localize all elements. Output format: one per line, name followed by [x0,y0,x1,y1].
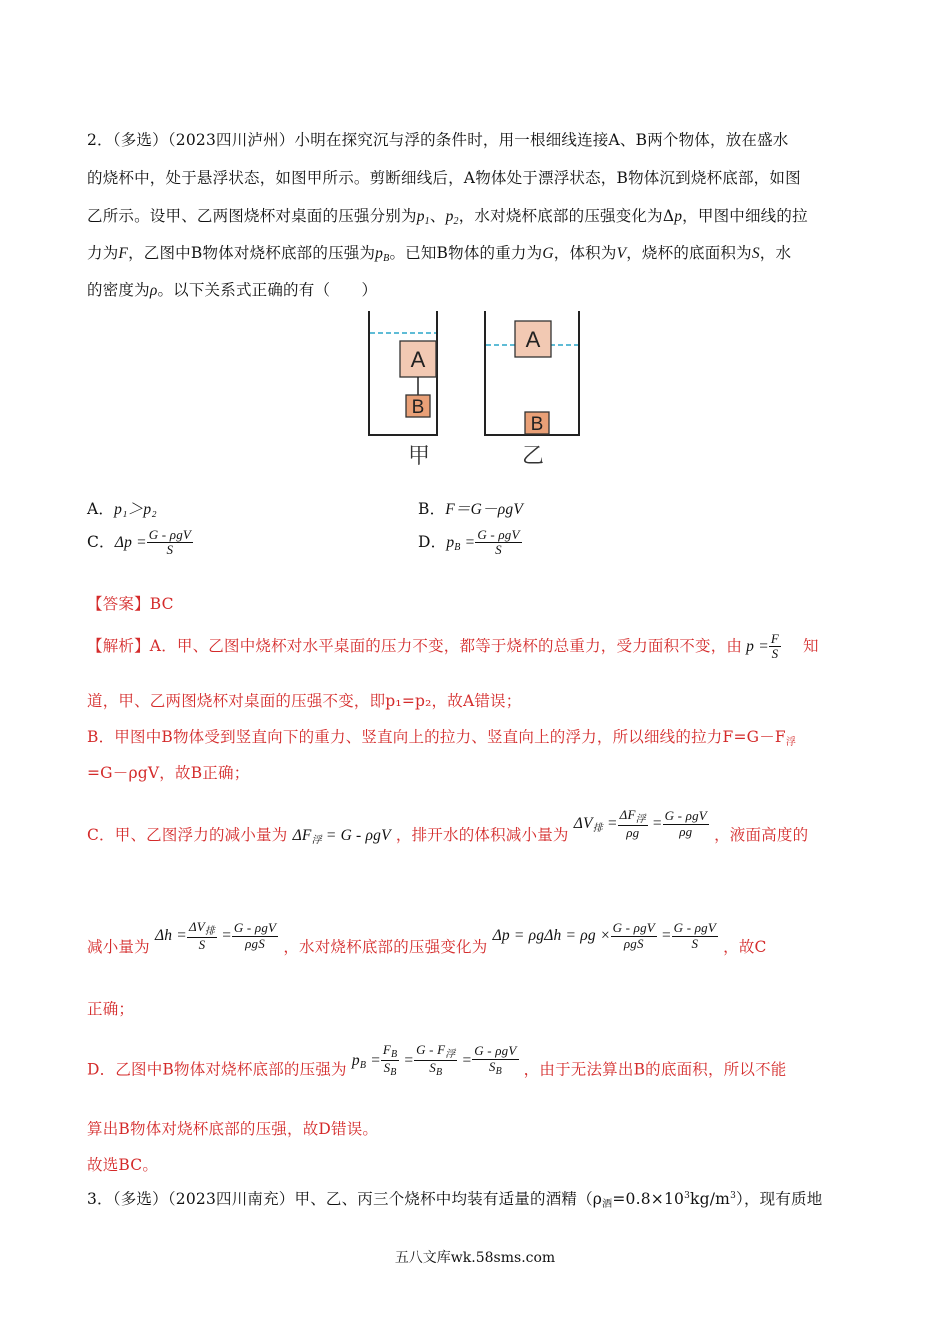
fraction-num: G - ρgV [148,527,192,542]
q3-text: 3．（多选）（2023四川南充）甲、乙、丙三个烧杯中均装有适量的酒精（ρ [87,1190,603,1208]
formula-delta-F: $\Delta F_浮 = G - \rho gV$ [292,827,391,847]
analysis-text: ，液面高度的 [714,826,809,845]
p-symbol: p [674,208,683,225]
q3-text: ），现有质地 [736,1190,823,1208]
formula-delta-p: Δp = ρgΔh = ρg × $\frac{\text{G - ρgV}}{\text{ρgS}}$ = $\frac{\text{G - ρgV}}{S}$ [492,920,716,951]
option-c-fraction [147,528,193,558]
q2-text: 力为 [87,244,119,262]
q2-line-4 [87,241,791,264]
option-b[interactable] [418,497,523,519]
analysis-text: ，故C [723,938,767,957]
label-a-yi: A [525,327,541,352]
q3-text: =0.8×10 [612,1190,685,1208]
q2-text: ，乙图中B物体对烧杯底部的压强为 [128,244,376,262]
q2-text: 。已知B物体的重力为 [389,244,543,262]
option-a-expr: p₁＞p₂ [114,501,157,518]
q2-line-2: 的烧杯中，处于悬浮状态，如图甲所示。剪断细线后，A物体处于漂浮状态，B物体沉到烧杯底部，如图 [87,169,801,187]
analysis-text: 【解析】A．甲、乙图中烧杯对水平桌面的压力不变，都等于烧杯的总重力，受力面积不变，由 [87,636,743,655]
analysis-line-9: 算出B物体对烧杯底部的压强，故D错误。 [87,1120,379,1138]
option-d-label: D． [418,532,447,551]
q2-text: ，水对烧杯底部的压强变化为Δ [458,207,675,225]
q2-text: 乙所示。设甲、乙两图烧杯对桌面的压强分别为 [87,207,417,225]
q2-line-1: 2．（多选）（2023四川泸州）小明在探究沉与浮的条件时，用一根细线连接A、B两个物体，放在盛水 [87,131,789,149]
option-a[interactable] [87,497,157,519]
q3-text: kg/m [690,1190,731,1208]
formula-pB: $p_B$ = $\frac{F_B}{S_B}$ = $\frac{G - F_浮}{S_B}$ = $\frac{\text{G - ρgV}}{S_B}$ [351,1042,517,1078]
formula-delta-h: Δh = $\frac{\Delta V_排}{S}$ = $\frac{\text{G - ρgV}}{\text{ρgS}}$ [154,919,277,952]
analysis-line-3 [87,725,796,748]
F-symbol: F [118,245,129,262]
analysis-line-2: 道，甲、乙两图烧杯对桌面的压强不变，即p₁=p₂，故A错误； [87,692,522,710]
q2-text: ，烧杯的底面积为 [626,244,752,262]
label-a-jia: A [410,347,426,372]
V-symbol: V [616,245,627,262]
option-b-label: B． [418,500,446,518]
fraction-F-S: $\frac{F}{S}$ [770,631,780,662]
analysis-text: C．甲、乙图浮力的减小量为 [87,826,288,845]
analysis-line-7: 正确； [87,1000,135,1018]
pB-symbol: $p_B$ [375,245,390,264]
formula-p-F-S: p = [742,637,769,655]
option-d-fraction [475,528,521,558]
q2-text: 的密度为 [87,281,150,299]
analysis-text: ，水对烧杯底部的压强变化为 [283,938,488,957]
q2-text: ，甲图中细线的拉 [682,207,808,225]
label-b-jia: B [411,397,425,418]
sub-fu: 浮 [785,737,797,748]
analysis-line-6 [87,919,767,964]
q3-line-1 [87,1187,822,1210]
analysis-line-5 [87,807,809,852]
option-c[interactable] [87,528,193,558]
label-b-yi: B [530,414,544,435]
S-symbol: S [751,245,760,262]
analysis-line-1 [87,632,819,662]
analysis-text: 减小量为 [87,938,150,957]
q2-text: ，水 [759,244,792,262]
delta-p: Δp = [114,533,147,551]
analysis-text: ，排开水的体积减小量为 [395,826,569,845]
analysis-text: ，由于无法算出B的底面积，所以不能 [523,1060,787,1079]
label-yi: 乙 [521,444,545,469]
sub-jiu: 酒 [602,1199,613,1210]
answer: 【答案】BC [87,595,174,613]
option-a-label: A． [87,500,115,518]
formula-delta-V: $\Delta V_排$ = $\frac{\Delta F_浮}{\rho g}$ = $\frac{\text{G - ρgV}}{\rho g}$ [573,807,707,840]
analysis-text: D．乙图中B物体对烧杯底部的压强为 [87,1060,347,1079]
label-jia: 甲 [407,444,431,469]
fraction-den: S [495,542,502,558]
q2-line-5 [87,278,377,300]
analysis-line-10: 故选BC。 [87,1156,159,1174]
fraction-num: G - ρgV [477,527,520,542]
q2-text: 。以下关系式正确的有（ ） [157,281,378,299]
sup-3b: 3 [730,1191,736,1201]
q2-line-3: 乙所示。设甲、乙两图烧杯对桌面的压强分别为$p_1$、$p_2$，水对烧杯底部的压强变化为Δp，甲图中细线的拉 [87,207,808,227]
analysis-line-4: =G－ρgV，故B正确； [87,764,250,782]
p2-symbol: $p_2$ [445,208,459,227]
analysis-text: 知 [803,636,819,655]
analysis-line-8 [87,1042,787,1088]
analysis-text: B．甲图中B物体受到竖直向下的重力、竖直向上的拉力、竖直向上的浮力，所以细线的拉力F=G－F [87,728,786,746]
rho-symbol: ρ [149,282,158,299]
pB-eq: $p_B$ = [446,533,476,553]
sup-3: 3 [684,1191,691,1201]
beaker-figure [365,305,587,475]
q2-text: ，体积为 [553,244,617,262]
option-d[interactable] [418,528,522,558]
fraction-den: S [166,542,174,558]
G-symbol: G [542,245,554,262]
p1-symbol: $p_1$ [416,208,430,227]
option-c-label: C． [87,532,115,551]
option-b-expr: F＝G－ρgV [445,501,524,518]
footer-watermark: 五八文库wk.58sms.com [394,1250,556,1266]
